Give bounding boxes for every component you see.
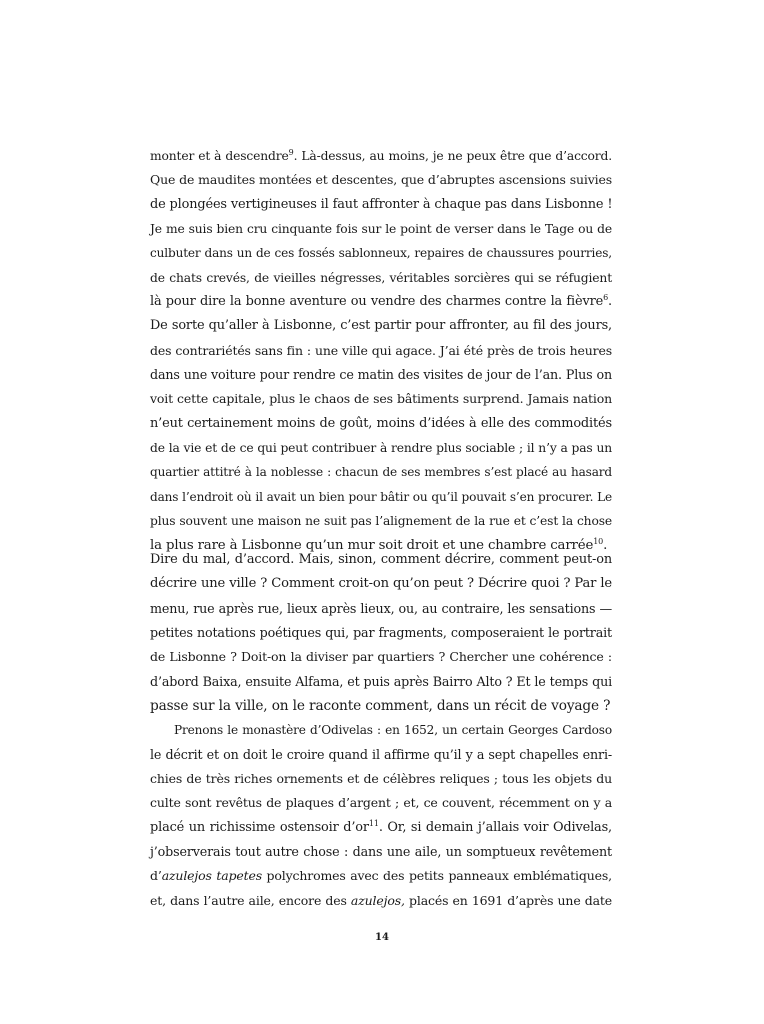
text-line: des contrariétés sans fin : une ville qui agace. J’ai été près de trois heures [150,342,612,358]
text-line: menu, rue après rue, lieux après lieux, ou, au contraire, les sensations — [150,600,612,616]
text-line: De sorte qu’aller à Lisbonne, c’est partir pour affronter, au fil des jours, [150,318,612,334]
footnote-ref[interactable]: 10 [593,536,604,546]
text-line: de Lisbonne ? Doit-on la diviser par quartiers ? Chercher une cohérence : [150,649,612,665]
text-line: dans l’endroit où il avait un bien pour bâtir ou qu’il pouvait s’en procurer. Le [150,489,612,504]
footnote-ref[interactable]: 11 [368,818,379,828]
italic-term: azulejos, [350,892,405,908]
paragraph-2 [150,548,612,913]
text-line: petites notations poétiques qui, par fragments, composeraient le portrait [150,625,612,641]
page-number: 14 [375,932,389,943]
text-line: et, dans l’autre aile, encore des azulejos, placés en 1691 d’après une date [150,892,612,908]
text-line: quartier attitré à la noblesse : chacun de ses membres s’est placé au hasard [150,465,612,480]
text-line: plus souvent une maison ne suit pas l’alignement de la rue et c’est la chose [150,514,612,529]
text-line: n’eut certainement moins de goût, moins d’idées à elle des commodités [150,415,612,431]
text-line: voit cette capitale, plus le chaos de ses bâtiments surprend. Jamais nation [150,391,612,407]
text-line: culbuter dans un de ces fossés sablonneux, repaires de chaussures pourries, [150,246,612,261]
paragraph-1 [150,144,612,558]
text-line: d’azulejos tapetes polychromes avec des petits panneaux emblématiques, [150,868,612,884]
italic-term: azulejos tapetes [161,868,262,884]
text-line: de chats crevés, de vieilles négresses, véritables sorcières qui se réfugient [150,270,612,285]
text-line: là pour dire la bonne aventure ou vendre des charmes contre la fièvre$^6$. [150,293,612,310]
text-line: de la vie et de ce qui peut contribuer à rendre plus sociable ; il n’y a pas un [150,441,612,456]
text-line: dans une voiture pour rendre ce matin des visites de jour de l’an. Plus on [150,367,612,383]
text-line: placé un richissime ostensoir $d’or^{11}$. Or, si demain j’allais voir Odivelas, [150,818,612,835]
footnote-ref[interactable]: 6 [603,293,609,303]
text-line: Dire du mal, d’accord. Mais, sinon, comment décrire, comment peut-on [150,552,612,567]
footnote-ref[interactable]: 9 [288,148,294,157]
text-line: d’abord Baixa, ensuite Alfama, et puis après Bairro Alto ? Et le temps qui [150,673,612,689]
text-line: monter et à descendre$^9$. Là-dessus, au moins, je ne peux être que d’accord. [150,148,613,163]
text-line: chies de très riches ornements et de célèbres reliques ; tous les objets du [150,771,612,787]
text-line: j’observerais tout autre chose : dans une aile, un somptueux revêtement [150,844,612,860]
text-line: Prenons le monastère d’Odivelas : en 1652, un certain Georges Cardoso [174,723,612,738]
text-line: la plus rare à Lisbonne qu’un mur soit droit et une chambre carrée$^{10}$. [150,536,608,553]
text-line: le décrit et on doit le croire quand il affirme qu’il y a sept chapelles enri- [150,746,612,762]
text-line: culte sont revêtus de plaques d’argent ; et, ce couvent, récemment on y a [150,795,612,811]
text-line: passe sur la ville, on le raconte comment, dans un récit de voyage ? [150,698,611,715]
text-line: de plongées vertigineuses il faut affronter à chaque pas dans Lisbonne ! [150,196,613,212]
text-line: décrire une ville ? Comment croit-on qu’on peut ? Décrire quoi ? Par le [150,576,612,592]
text-line: Je me suis bien cru cinquante fois sur le point de verser dans le Tage ou de [150,222,612,237]
text-line: Que de maudites montées et descentes, que d’abruptes ascensions suivies [150,172,612,188]
